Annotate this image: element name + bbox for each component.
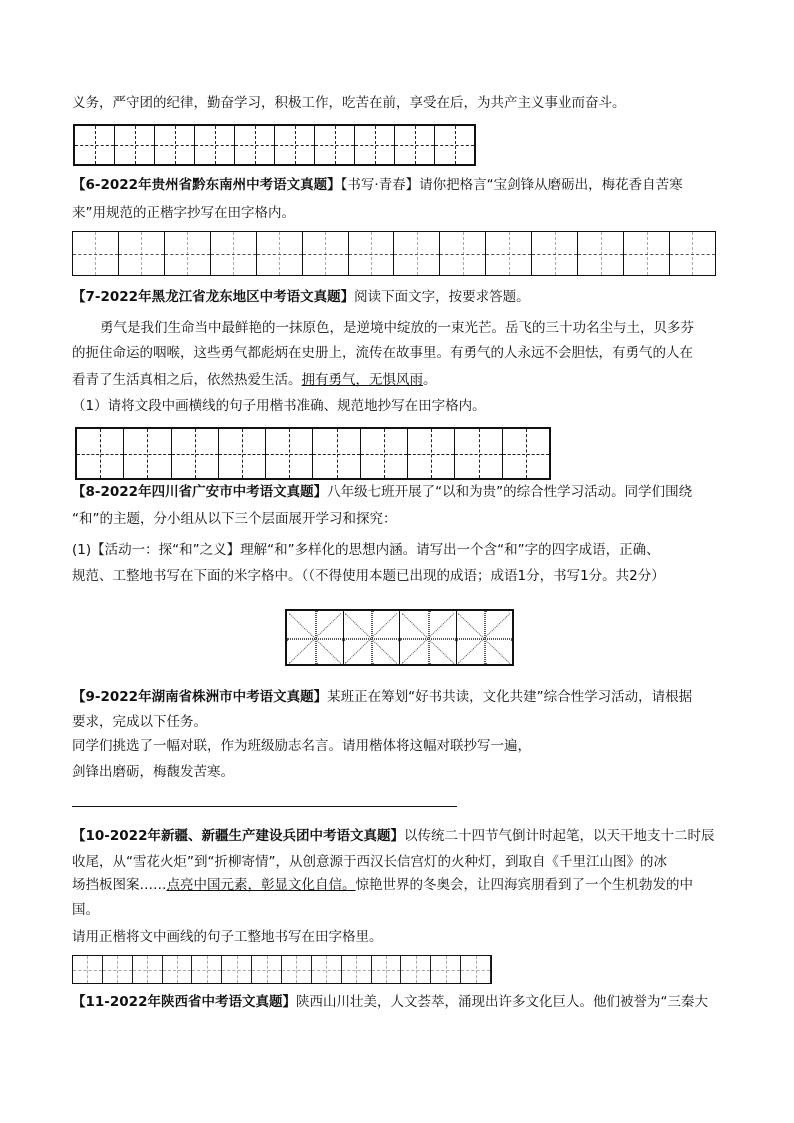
text-line xyxy=(72,876,693,894)
tianzige-cell xyxy=(408,429,455,478)
tianzige-cell xyxy=(266,429,313,478)
tianzige-cell xyxy=(372,956,402,983)
text-line: 剑锋出磨砺，梅馥发苦寒。 xyxy=(72,764,234,780)
text-line: “和”的主题，分小组从以下三个层面展开学习和探究： xyxy=(72,511,397,527)
text: 看青了生活真相之后，依然热爱生活。 xyxy=(72,372,302,388)
text-line: (1)【活动一：探“和”之义】理解“和”多样化的思想内涵。请写出一个含“和”字的四字成语，正确、 xyxy=(72,542,660,558)
text-line: 同学们挑选了一幅对联，作为班级励志名言。请用楷体将这幅对联抄写一遍， xyxy=(72,738,531,754)
tianzige-cell xyxy=(431,956,461,983)
tianzige-cell xyxy=(313,429,360,478)
text-line: （1）请将文段中画横线的句子用楷书准确、规范地抄写在田字格内。 xyxy=(72,398,486,414)
question-source: 【10-2022年新疆、新疆生产建设兵团中考语文真题】 xyxy=(72,828,404,844)
question-9 xyxy=(72,688,692,706)
tianzige-cell xyxy=(670,232,715,275)
tianzige-cell xyxy=(275,126,315,164)
tianzige-cell xyxy=(133,956,163,983)
text: 惊艳世界的冬奥会，让四海宾朋看到了一个生机勃发的中 xyxy=(355,877,693,893)
question-text: 八年级七班开展了“以和为贵”的综合性学习活动。同学们围绕 xyxy=(327,484,693,500)
question-text: 陕西山川壮美，人文荟萃，涌现出许多文化巨人。他们被誉为“三秦大 xyxy=(295,994,708,1010)
tianzige-cell xyxy=(624,232,670,275)
answer-line xyxy=(72,806,457,807)
question-7 xyxy=(72,288,530,306)
tianzige-cell xyxy=(361,429,408,478)
tianzige-cell xyxy=(222,956,252,983)
tianzige-cell xyxy=(77,429,124,478)
tianzige-cell xyxy=(486,232,532,275)
tianzige-cell xyxy=(257,232,303,275)
text-line: 义务，严守团的纪律，勤奋学习，积极工作，吃苦在前，享受在后，为共产主义事业而奋斗。 xyxy=(72,95,626,111)
tianzige-cell xyxy=(75,126,115,164)
tianzige-cell xyxy=(172,429,219,478)
tianzige-cell xyxy=(73,956,103,983)
tianzige-cell xyxy=(312,956,342,983)
tianzige-cell xyxy=(578,232,624,275)
text-line: 来”用规范的正楷字抄写在田字格内。 xyxy=(72,205,295,221)
tianzige-cell xyxy=(124,429,171,478)
text-line: 的扼住命运的咽喉，这些勇气都彪炳在史册上，流传在故事里。有勇气的人永远不会胆怯，有勇气的人在 xyxy=(72,345,693,361)
question-10 xyxy=(72,827,714,845)
mizige-grid xyxy=(285,609,514,666)
tianzige-cell xyxy=(155,126,195,164)
tianzige-cell xyxy=(235,126,275,164)
tianzige-cell xyxy=(252,956,282,983)
text-line: 规范、工整地书写在下面的米字格中。（（不得使用本题已出现的成语；成语1分，书写1分。共2分） xyxy=(72,568,665,584)
question-source: 【8-2022年四川省广安市中考语文真题】 xyxy=(72,484,328,500)
tianzige-cell xyxy=(103,956,133,983)
question-8 xyxy=(72,483,692,501)
tianzige-cell xyxy=(435,126,474,164)
tianzige-cell xyxy=(532,232,578,275)
tianzige-cell xyxy=(355,126,395,164)
tianzige-cell xyxy=(119,232,165,275)
tianzige-cell xyxy=(440,232,486,275)
text-line: 国。 xyxy=(72,902,99,918)
tianzige-cell xyxy=(455,429,502,478)
underlined-sentence: 点亮中国元素，彰显文化自信。 xyxy=(166,877,356,893)
question-text: 阅读下面文字，按要求答题。 xyxy=(354,289,530,305)
tianzige-cell xyxy=(192,956,222,983)
text: 场挡板图案…… xyxy=(72,877,167,893)
tianzige-cell xyxy=(395,126,435,164)
tianzige-grid xyxy=(72,955,492,984)
question-text: 【书写·青春】请你把格言“宝剑锋从磨砺出，梅花香自苦寒 xyxy=(340,177,683,193)
tianzige-grid xyxy=(73,124,476,166)
question-source: 【7-2022年黑龙江省龙东地区中考语文真题】 xyxy=(72,289,355,305)
question-6 xyxy=(72,176,683,194)
question-source: 【6-2022年贵州省黔东南州中考语文真题】 xyxy=(72,177,341,193)
tianzige-cell xyxy=(461,956,491,983)
text-line: 要求，完成以下任务。 xyxy=(72,714,207,730)
tianzige-cell xyxy=(219,429,266,478)
question-text: 某班正在筹划“好书共读，文化共建”综合性学习活动，请根据 xyxy=(327,689,693,705)
tianzige-cell xyxy=(401,956,431,983)
tianzige-cell xyxy=(165,232,211,275)
tianzige-grid xyxy=(75,427,551,480)
question-source: 【9-2022年湖南省株洲市中考语文真题】 xyxy=(72,689,328,705)
tianzige-cell xyxy=(163,956,193,983)
text-line xyxy=(72,371,437,389)
question-source: 【11-2022年陕西省中考语文真题】 xyxy=(72,994,296,1010)
mizige-cell xyxy=(344,611,401,664)
tianzige-cell xyxy=(349,232,395,275)
tianzige-cell xyxy=(195,126,235,164)
tianzige-cell xyxy=(315,126,355,164)
question-text: 以传统二十四节气倒计时起笔，以天干地支十二时辰 xyxy=(403,828,715,844)
tianzige-cell xyxy=(211,232,257,275)
question-11 xyxy=(72,993,708,1011)
underlined-sentence: 拥有勇气，无惧风雨 xyxy=(301,372,423,388)
mizige-cell xyxy=(287,611,344,664)
tianzige-cell xyxy=(503,429,549,478)
tianzige-cell xyxy=(115,126,155,164)
tianzige-cell xyxy=(73,232,119,275)
text-line: 请用正楷将文中画线的句子工整地书写在田字格里。 xyxy=(72,929,383,945)
mizige-cell xyxy=(400,611,457,664)
text-line: 收尾，从“雪花火炬”到“折柳寄情”，从创意源于西汉长信宫灯的火种灯，到取自《千里江山图》的冰 xyxy=(72,854,667,870)
tianzige-cell xyxy=(303,232,349,275)
text: 。 xyxy=(423,372,437,388)
tianzige-grid xyxy=(72,231,716,276)
tianzige-cell xyxy=(282,956,312,983)
tianzige-cell xyxy=(342,956,372,983)
tianzige-cell xyxy=(394,232,440,275)
text-line: 勇气是我们生命当中最鲜艳的一抹原色，是逆境中绽放的一束光芒。岳飞的三十功名尘与土，贝多芬 xyxy=(100,320,694,336)
mizige-cell xyxy=(457,611,513,664)
